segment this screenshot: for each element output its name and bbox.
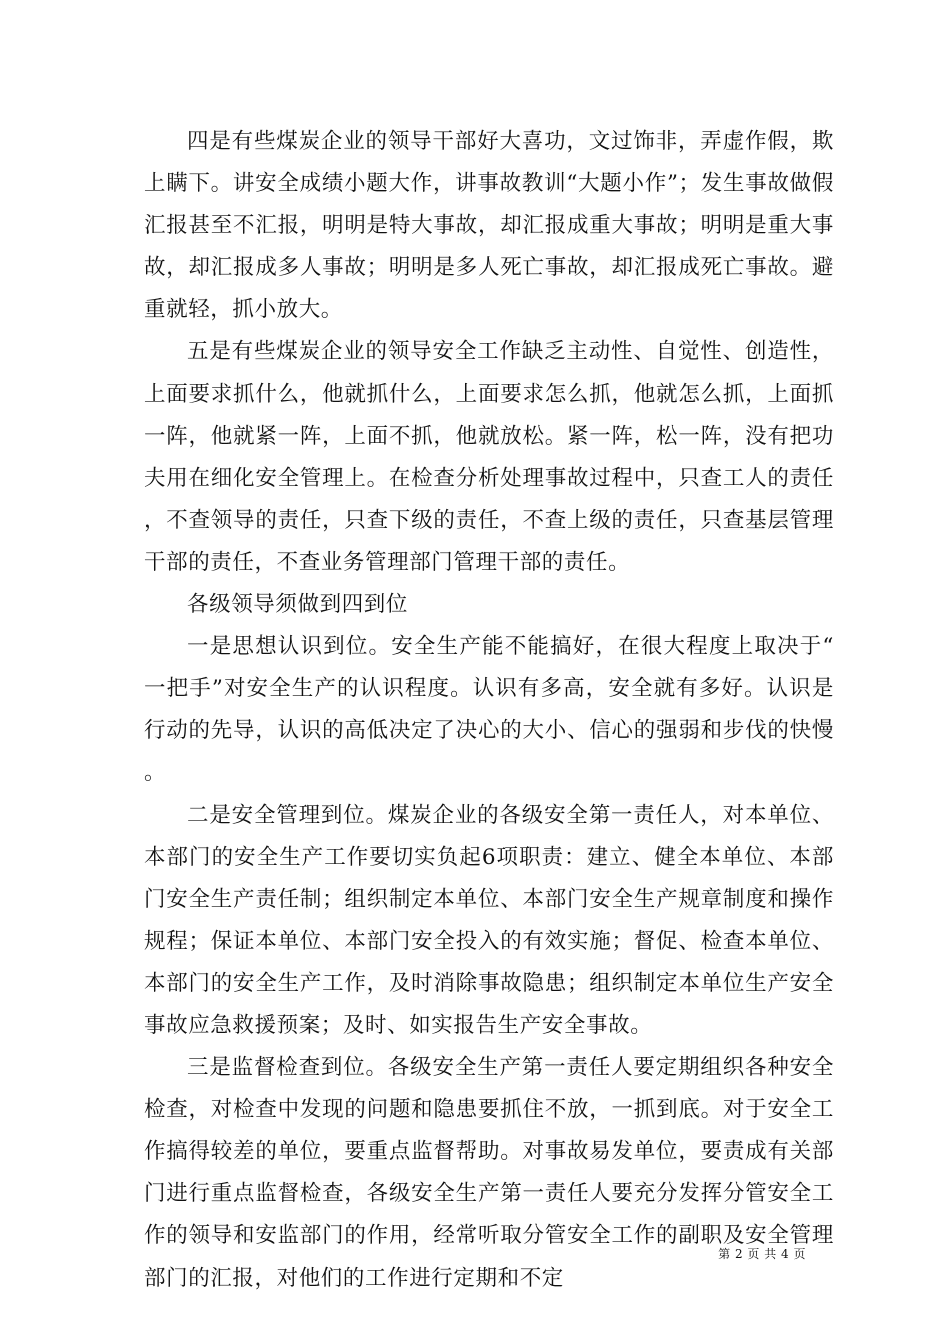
- section-heading: 各级领导须做到四到位: [187, 592, 409, 618]
- paragraph-thinking: 一是思想认识到位。安全生产能不能搞好，在很大程度上取决于“一把手”对安全生产的认识程度。认识有多高，安全就有多好。认识是行动的先导，认识的高低决定了决心的大小、信心的强弱和步伐的快慢。: [144, 634, 834, 786]
- paragraph-supervision: 三是监督检查到位。各级安全生产第一责任人要定期组织各种安全检查，对检查中发现的问题和隐患要抓住不放，一抓到底。对于安全工作搞得较差的单位，要重点监督帮助。对事故易发单位，要责成有关部门进行重点监督检查，各级安全生产第一责任人要充分发挥分管安全工作的领导和安监部门的作用，经常听取分管安全工作的副职及安全管理部门的汇报，对他们的工作进行定期和不定: [144, 1055, 834, 1291]
- page-number: 第 2 页 共 4 页: [718, 1247, 806, 1261]
- paragraph-four-issues: 四是有些煤炭企业的领导干部好大喜功，文过饰非，弄虚作假，欺上瞒下。讲安全成绩小题大作，讲事故教训“大题小作”；发生事故做假汇报甚至不汇报，明明是特大事故，却汇报成重大事故；明明是重大事故，却汇报成多人事故；明明是多人死亡事故，却汇报成死亡事故。避重就轻，抓小放大。: [144, 129, 834, 323]
- paragraph-five-issues: 五是有些煤炭企业的领导安全工作缺乏主动性、自觉性、创造性，上面要求抓什么，他就抓什么，上面要求怎么抓，他就怎么抓，上面抓一阵，他就紧一阵，上面不抓，他就放松。紧一阵，松一阵，没有把功夫用在细化安全管理上。在检查分析处理事故过程中，只查工人的责任，不查领导的责任，只查下级的责任，不查上级的责任，只查基层管理干部的责任，不查业务管理部门管理干部的责任。: [144, 339, 834, 575]
- paragraph-management: 二是安全管理到位。煤炭企业的各级安全第一责任人，对本单位、本部门的安全生产工作要切实负起6项职责：建立、健全本单位、本部门安全生产责任制；组织制定本单位、本部门安全生产规章制度和操作规程；保证本单位、本部门安全投入的有效实施；督促、检查本单位、本部门的安全生产工作，及时消除事故隐患；组织制定本单位生产安全事故应急救援预案；及时、如实报告生产安全事故。: [144, 802, 834, 1038]
- document-body: [144, 121, 834, 1300]
